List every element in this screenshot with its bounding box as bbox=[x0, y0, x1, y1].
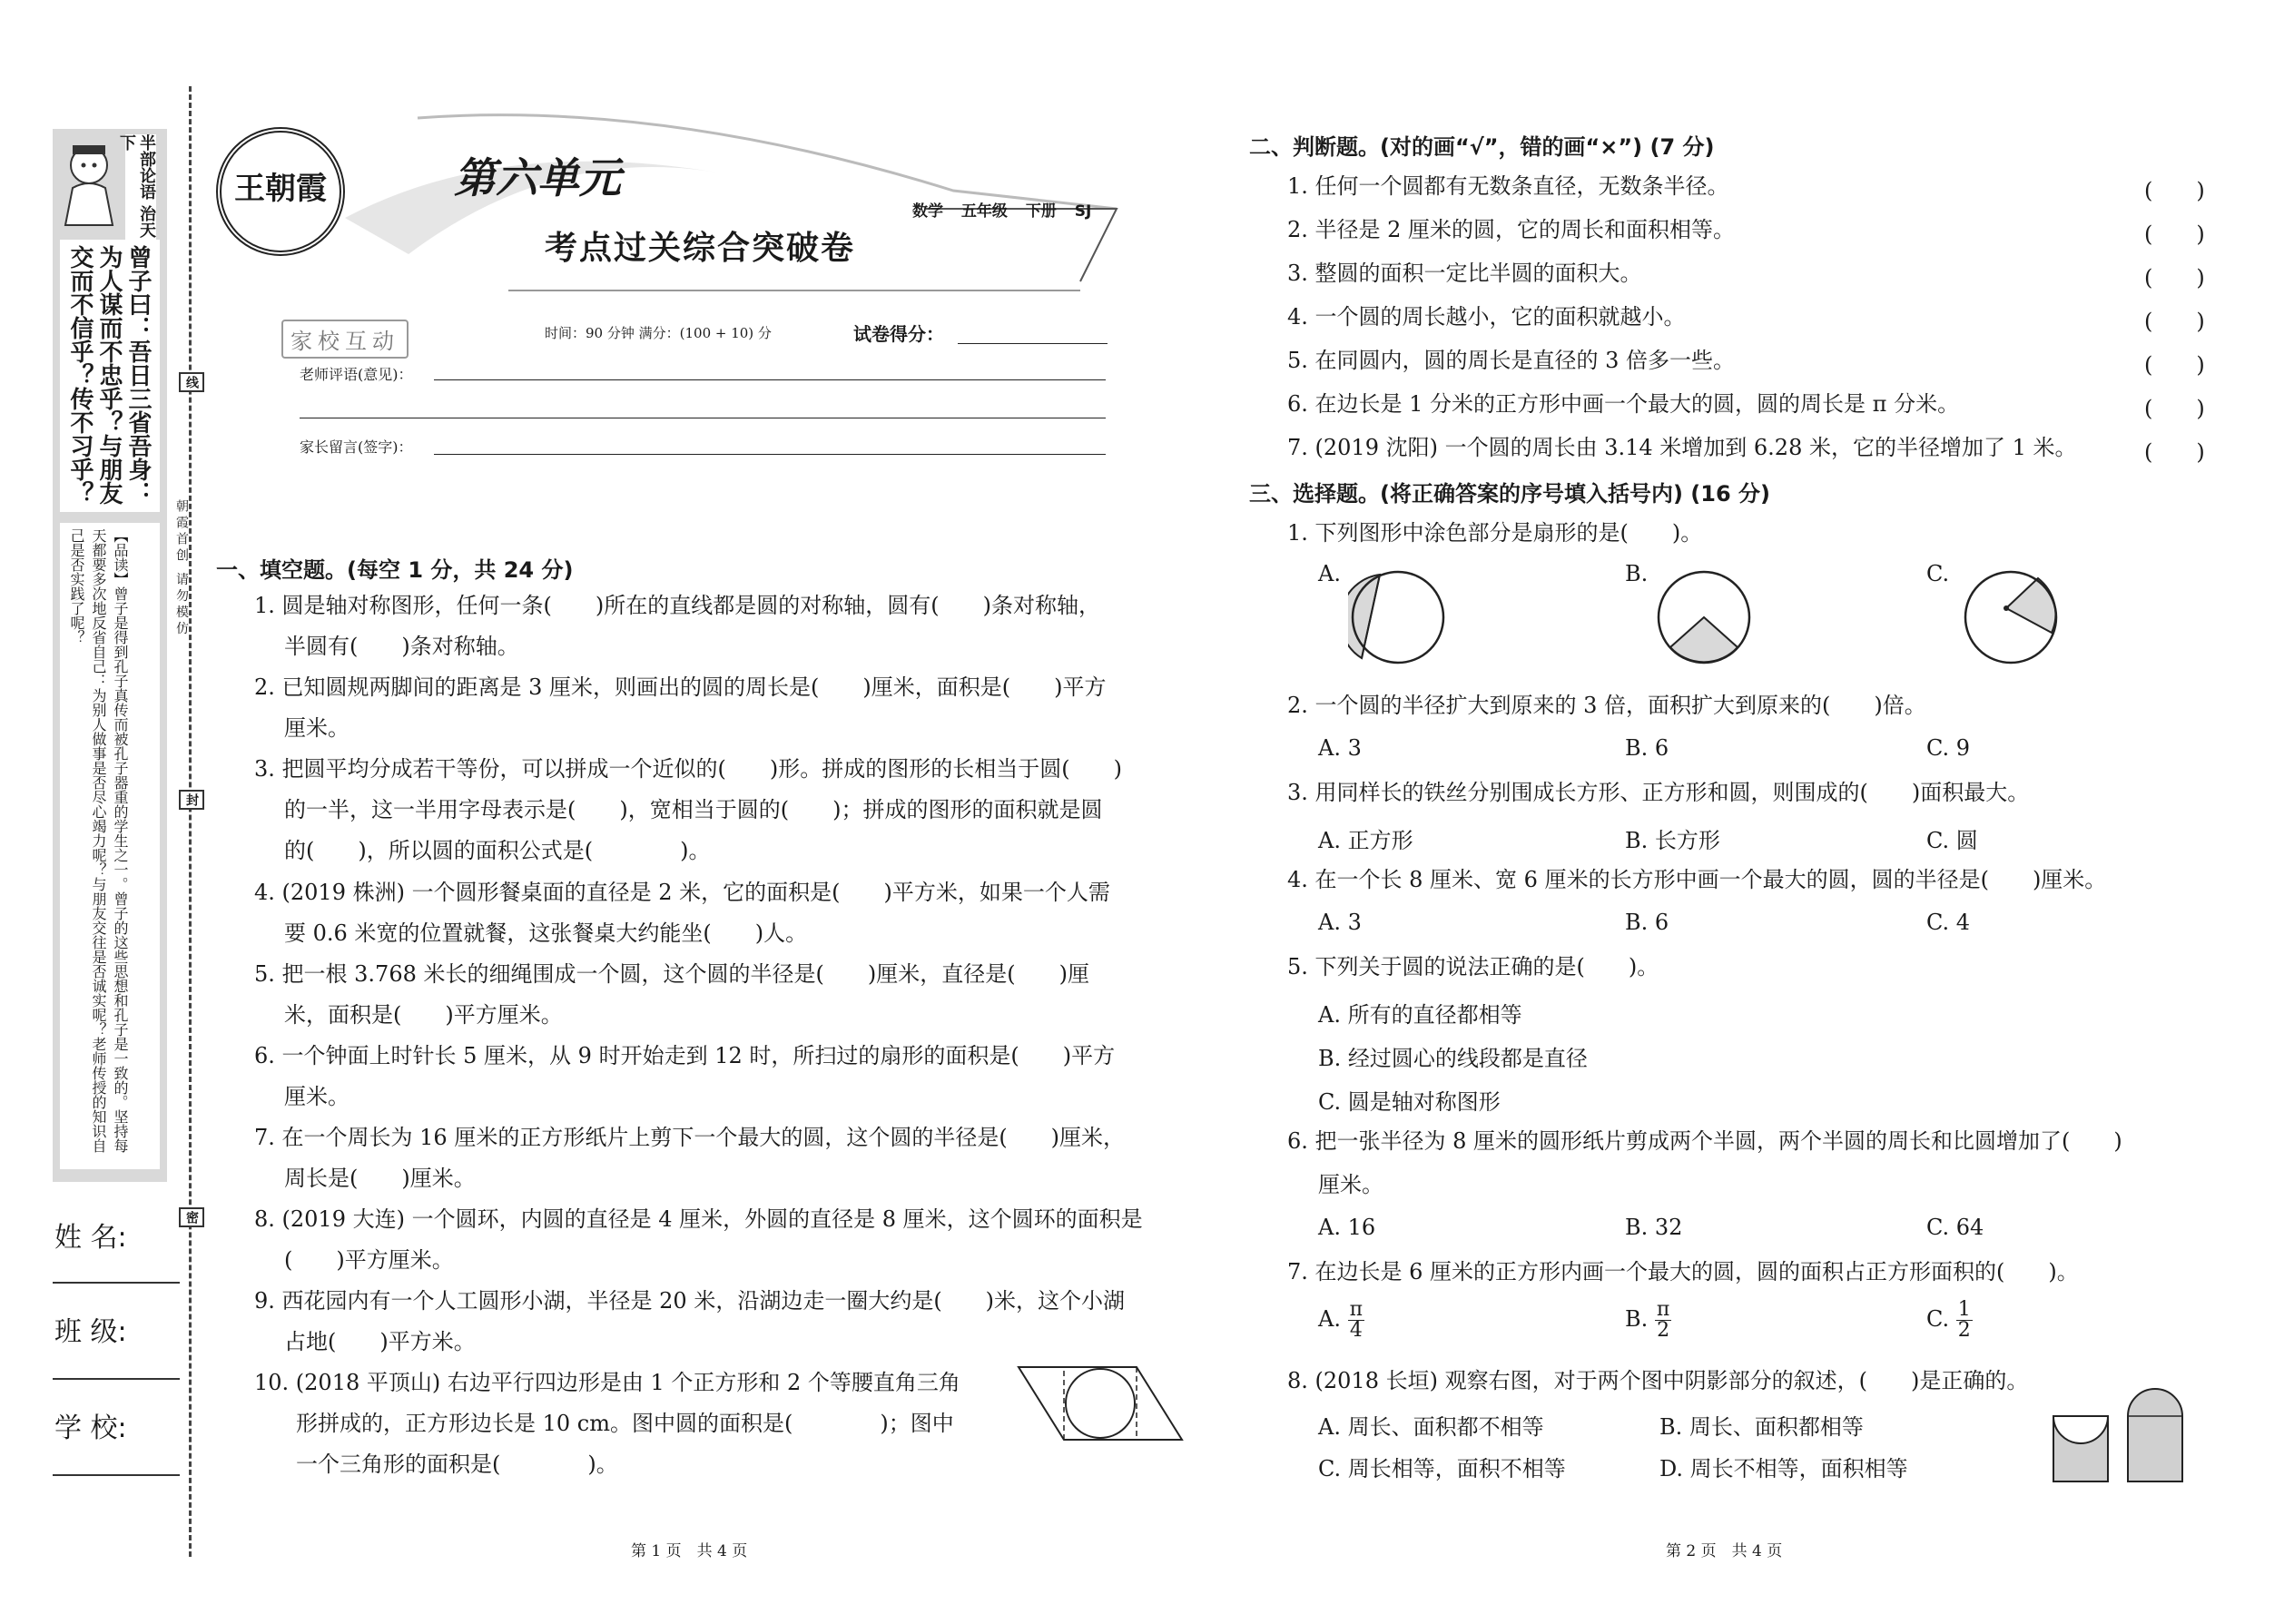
q3-7-option-c-label: C. bbox=[1926, 1306, 1950, 1332]
q3-5-text: 5. 下列关于圆的说法正确的是( )。 bbox=[1287, 954, 1659, 979]
copyright-note: 朝霞首创 请勿模仿 bbox=[174, 499, 189, 638]
q3-2-option-a: A. 3 bbox=[1318, 735, 1362, 761]
q3-3-option-a: A. 正方形 bbox=[1318, 828, 1413, 853]
fill-in-line: 的( )，所以圆的面积公式是( )。 bbox=[284, 838, 711, 863]
exam-title: 考点过关综合突破卷 bbox=[545, 230, 856, 267]
q3-6-text: 6. 把一张半径为 8 厘米的圆形纸片剪成两个半圆，两个半圆的周长和比圆增加了( ) bbox=[1287, 1128, 2122, 1154]
fill-in-line: 占地( )平方米。 bbox=[284, 1329, 476, 1354]
q3-2-text: 2. 一个圆的半径扩大到原来的 3 倍，面积扩大到原来的( )倍。 bbox=[1287, 693, 1926, 718]
tag-seal: 封 bbox=[179, 790, 204, 810]
school-label: 学 校: bbox=[54, 1412, 127, 1444]
fill-in-line: 周长是( )厘米。 bbox=[284, 1166, 476, 1191]
q3-1-option-c-label: C. bbox=[1926, 561, 1950, 586]
answer-bracket[interactable]: ( ) bbox=[2144, 352, 2205, 378]
q3-4-option-a: A. 3 bbox=[1318, 910, 1362, 935]
q3-7-option-b bbox=[1625, 1300, 1671, 1341]
teacher-comment-field[interactable] bbox=[434, 379, 1106, 380]
section3-title: 三、选择题。(将正确答案的序号填入括号内) (16 分) bbox=[1249, 481, 1770, 507]
class-field[interactable] bbox=[53, 1378, 180, 1380]
fill-in-line: 9. 西花园内有一个人工圆形小湖，半径是 20 米，沿湖边走一圈大约是( )米，这个小湖 bbox=[254, 1288, 1126, 1314]
q3-4-option-b: B. 6 bbox=[1625, 910, 1669, 935]
name-field[interactable] bbox=[53, 1282, 180, 1284]
true-false-item: 5. 在同圆内，圆的周长是直径的 3 倍多一些。 bbox=[1287, 348, 1736, 373]
unit-title: 第六单元 bbox=[454, 153, 621, 202]
motto-text: 曾子曰：吾日三省吾身：为人谋而不忠乎？与朋友交而不信乎？传不习乎？ bbox=[66, 245, 152, 505]
fill-in-line: 4. (2019 株洲) 一个圆形餐桌面的直径是 2 米，它的面积是( )平方米，如果一个人需 bbox=[254, 880, 1110, 905]
parent-note-label: 家长留言(签字)： bbox=[300, 438, 413, 456]
parent-note-field[interactable] bbox=[434, 454, 1106, 455]
grade-subject: 数学 五年级 下册 SJ bbox=[912, 202, 1092, 221]
name-label: 姓 名: bbox=[54, 1222, 127, 1254]
q3-7-option-a-label: A. bbox=[1318, 1306, 1341, 1332]
school-field[interactable] bbox=[53, 1474, 180, 1476]
answer-bracket[interactable]: ( ) bbox=[2144, 178, 2205, 203]
parallelogram-figure bbox=[1017, 1363, 1185, 1445]
fill-in-line: 6. 一个钟面上时针长 5 厘米，从 9 时开始走到 12 时，所扫过的扇形的面积是( )平方 bbox=[254, 1043, 1116, 1068]
true-false-item: 2. 半径是 2 厘米的圆，它的周长和面积相等。 bbox=[1287, 217, 1736, 242]
q3-5-option-a: A. 所有的直径都相等 bbox=[1318, 1002, 1522, 1028]
answer-bracket[interactable]: ( ) bbox=[2144, 221, 2205, 247]
fill-in-line: 5. 把一根 3.768 米长的细绳围成一个圆，这个圆的半径是( )厘米，直径是( )厘 bbox=[254, 961, 1089, 987]
q3-6-option-c: C. 64 bbox=[1926, 1215, 1984, 1240]
q3-7-option-c bbox=[1926, 1300, 1973, 1341]
fraction-pi-over-2: $\frac{\pi}{2}$ bbox=[1656, 1298, 1670, 1342]
q3-7-option-b-label: B. bbox=[1625, 1306, 1649, 1332]
fill-in-line: 半圆有( )条对称轴。 bbox=[284, 634, 519, 659]
fill-in-line: 8. (2019 大连) 一个圆环，内圆的直径是 4 厘米，外圆的直径是 8 厘米，这个圆环的面积是 bbox=[254, 1206, 1143, 1232]
fill-in-line: 形拼成的，正方形边长是 10 cm。图中圆的面积是( )；图中 bbox=[296, 1411, 954, 1436]
answer-bracket[interactable]: ( ) bbox=[2144, 396, 2205, 421]
fraction-pi-over-4: $\frac{\pi}{4}$ bbox=[1349, 1298, 1364, 1342]
fill-in-line: 1. 圆是轴对称图形，任何一条( )所在的直线都是圆的对称轴，圆有( )条对称轴， bbox=[254, 593, 1100, 618]
answer-bracket[interactable]: ( ) bbox=[2144, 439, 2205, 465]
q3-7-text: 7. 在边长是 6 厘米的正方形内画一个最大的圆，圆的面积占正方形面积的( )。 bbox=[1287, 1259, 2079, 1284]
fill-in-line: 一个三角形的面积是( )。 bbox=[296, 1452, 618, 1477]
fill-in-line: 的一半，这一半用字母表示是( )，宽相当于圆的( )；拼成的图形的面积就是圆 bbox=[284, 797, 1103, 822]
answer-bracket[interactable]: ( ) bbox=[2144, 309, 2205, 334]
true-false-item: 4. 一个圆的周长越小，它的面积就越小。 bbox=[1287, 304, 1686, 330]
q3-6-option-a: A. 16 bbox=[1318, 1215, 1376, 1240]
circle-figure-c bbox=[1961, 567, 2061, 667]
q3-4-text: 4. 在一个长 8 厘米、宽 6 厘米的长方形中画一个最大的圆，圆的半径是( )厘米。 bbox=[1287, 867, 2107, 892]
fill-in-line: 3. 把圆平均分成若干等份，可以拼成一个近似的( )形。拼成的图形的长相当于圆( ) bbox=[254, 756, 1122, 782]
book-caption: 半部论语 治天下 bbox=[125, 134, 156, 243]
q3-3-option-b: B. 长方形 bbox=[1625, 828, 1720, 853]
circle-figure-b bbox=[1654, 567, 1754, 667]
fill-in-line: 7. 在一个周长为 16 厘米的正方形纸片上剪下一个最大的圆，这个圆的半径是( )厘米， bbox=[254, 1125, 1126, 1150]
q3-3-text: 3. 用同样长的铁丝分别围成长方形、正方形和圆，则围成的( )面积最大。 bbox=[1287, 780, 2030, 805]
brand-logo-text: 王朝霞 bbox=[234, 171, 327, 207]
page-number-2: 第 2 页 共 4 页 bbox=[1666, 1542, 1783, 1560]
q3-2-option-b: B. 6 bbox=[1625, 735, 1669, 761]
fill-in-line: 2. 已知圆规两脚间的距离是 3 厘米，则画出的圆的周长是( )厘米，面积是( )平方 bbox=[254, 674, 1107, 700]
q3-8-option-a: A. 周长、面积都不相等 bbox=[1318, 1414, 1544, 1440]
q3-8-option-d: D. 周长不相等，面积相等 bbox=[1659, 1456, 1908, 1481]
time-score-info: 时间：90 分钟 满分：(100 + 10) 分 bbox=[545, 325, 772, 341]
q3-1-text: 1. 下列图形中涂色部分是扇形的是( )。 bbox=[1287, 520, 1703, 546]
circle-figure-a bbox=[1348, 567, 1448, 667]
page-number-1: 第 1 页 共 4 页 bbox=[631, 1542, 748, 1560]
binding-strip bbox=[0, 0, 199, 1624]
q3-7-option-a bbox=[1318, 1300, 1364, 1341]
q3-8-text: 8. (2018 长垣) 观察右图，对于两个图中阴影部分的叙述，( )是正确的。 bbox=[1287, 1368, 2029, 1393]
true-false-item: 7. (2019 沈阳) 一个圆的周长由 3.14 米增加到 6.28 米，它的半径增加了 1 米。 bbox=[1287, 435, 2077, 460]
proverb-box bbox=[53, 129, 167, 1182]
home-school-badge: 家校互动 bbox=[281, 320, 409, 359]
fill-in-line: 要 0.6 米宽的位置就餐，这张餐桌大约能坐( )人。 bbox=[284, 920, 808, 946]
score-field[interactable] bbox=[958, 343, 1108, 344]
fraction-one-half: $\frac{1}{2}$ bbox=[1957, 1298, 1971, 1342]
brand-logo bbox=[216, 127, 345, 256]
fill-in-line: 厘米。 bbox=[284, 1084, 350, 1109]
tag-secret: 密 bbox=[179, 1207, 204, 1227]
q3-5-option-b: B. 经过圆心的线段都是直径 bbox=[1318, 1046, 1588, 1071]
fill-in-line: 10. (2018 平顶山) 右边平行四边形是由 1 个正方形和 2 个等腰直角三角 bbox=[254, 1370, 960, 1395]
q3-2-option-c: C. 9 bbox=[1926, 735, 1971, 761]
true-false-item: 6. 在边长是 1 分米的正方形中画一个最大的圆，圆的周长是 π 分米。 bbox=[1287, 391, 1960, 417]
shaded-shapes-figure bbox=[2052, 1376, 2188, 1485]
q3-1-option-a-label: A. bbox=[1318, 561, 1341, 586]
fill-in-line: ( )平方厘米。 bbox=[284, 1247, 454, 1273]
score-label: 试卷得分： bbox=[853, 323, 944, 345]
fill-in-line: 厘米。 bbox=[284, 715, 350, 741]
true-false-item: 1. 任何一个圆都有无数条直径，无数条半径。 bbox=[1287, 173, 1729, 199]
q3-8-option-c: C. 周长相等，面积不相等 bbox=[1318, 1456, 1566, 1481]
scholar-illustration bbox=[60, 138, 123, 229]
fill-in-line: 米，面积是( )平方厘米。 bbox=[284, 1002, 563, 1028]
section1-title: 一、填空题。(每空 1 分，共 24 分) bbox=[216, 557, 574, 583]
q3-5-option-c: C. 圆是轴对称图形 bbox=[1318, 1089, 1501, 1115]
tag-line: 线 bbox=[179, 372, 204, 392]
section2-title: 二、判断题。(对的画“√”，错的画“×”) (7 分) bbox=[1249, 134, 1715, 160]
cut-line bbox=[189, 86, 192, 1557]
teacher-comment-label: 老师评语(意见)： bbox=[300, 366, 413, 383]
q3-6-option-b: B. 32 bbox=[1625, 1215, 1683, 1240]
answer-bracket[interactable]: ( ) bbox=[2144, 265, 2205, 290]
class-label: 班 级: bbox=[54, 1316, 127, 1348]
q3-4-option-c: C. 4 bbox=[1926, 910, 1971, 935]
q3-8-option-b: B. 周长、面积都相等 bbox=[1659, 1414, 1864, 1440]
q3-3-option-c: C. 圆 bbox=[1926, 828, 1978, 853]
true-false-item: 3. 整圆的面积一定比半圆的面积大。 bbox=[1287, 261, 1642, 286]
q3-1-option-b-label: B. bbox=[1625, 561, 1649, 586]
comment-text: 【品读】曾子是得到孔子真传而被孔子器重的学生之一。曾子的这些思想和孔子是一致的。坚持每天都要多次地反省自己：为别人做事是否尽心竭力呢？与朋友交往是否诚实呢？老师传授的知识自己是否实践了呢？ bbox=[68, 528, 129, 1153]
q3-6-text-cont: 厘米。 bbox=[1318, 1172, 1383, 1197]
